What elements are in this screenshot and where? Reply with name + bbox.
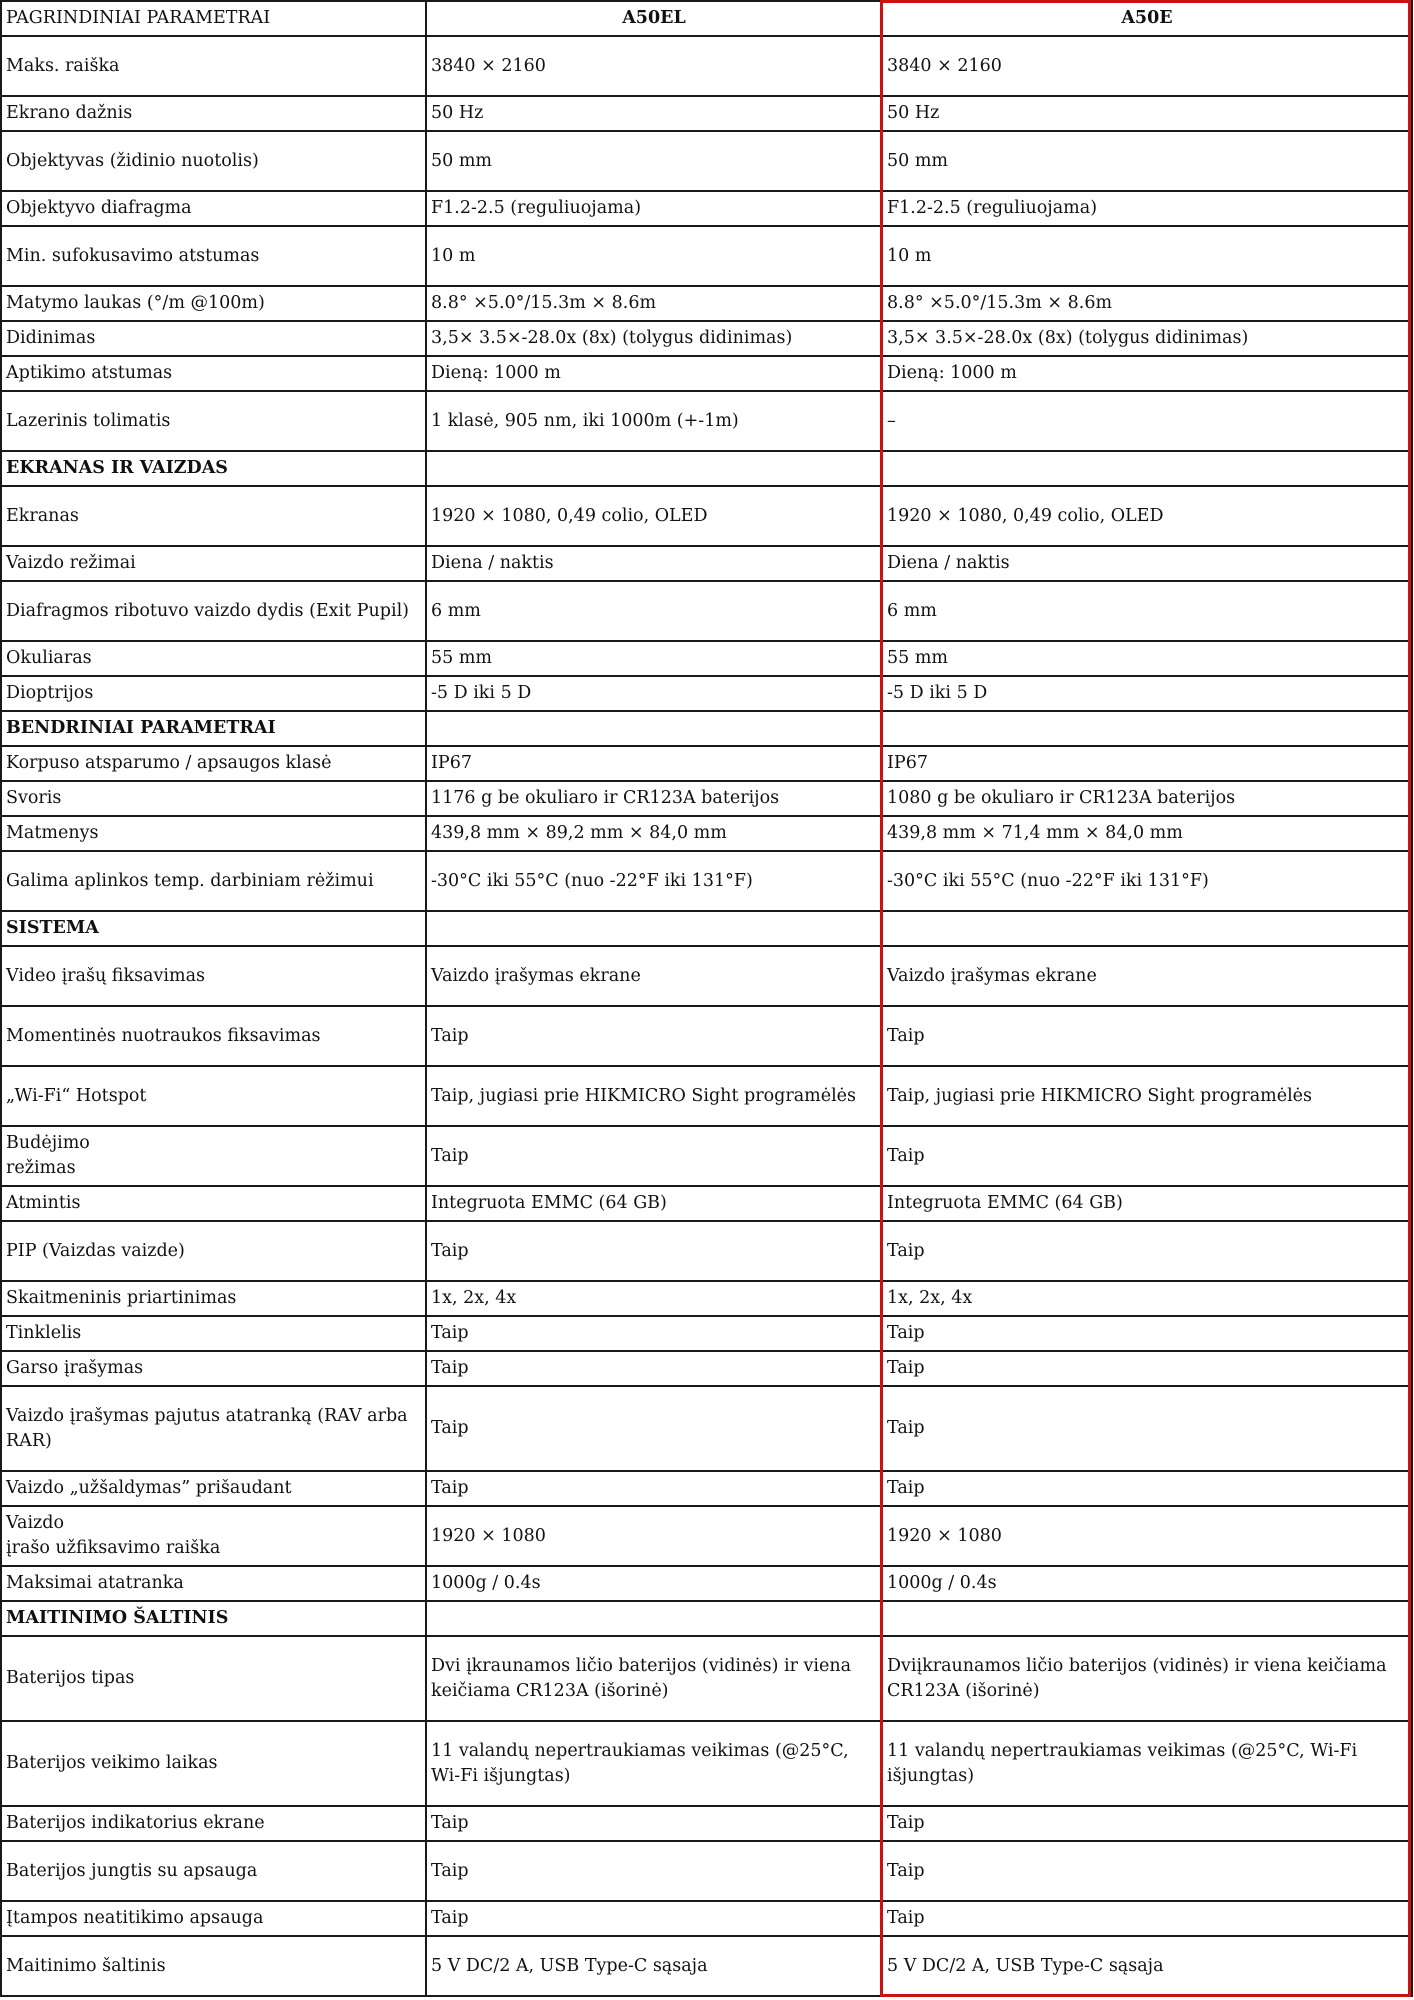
a50el-value: Taip [426, 1471, 882, 1506]
table-row [1, 1351, 1412, 1386]
table-row [1, 641, 1412, 676]
a50el-value: 439,8 mm × 89,2 mm × 84,0 mm [426, 816, 882, 851]
empty-cell [882, 451, 1412, 486]
a50e-value: 50 mm [882, 131, 1412, 191]
parameter-label: Okuliaras [1, 641, 426, 676]
table-row [1, 191, 1412, 226]
a50e-value: Taip [882, 1901, 1412, 1936]
a50e-value: 1920 × 1080 [882, 1506, 1412, 1566]
empty-cell [426, 1601, 882, 1636]
table-row [1, 131, 1412, 191]
table-row [1, 781, 1412, 816]
parameter-label: Įtampos neatitikimo apsauga [1, 1901, 426, 1936]
a50el-value: 10 m [426, 226, 882, 286]
table-row [1, 1901, 1412, 1936]
a50el-value: Taip, jugiasi prie HIKMICRO Sight programėlės [426, 1066, 882, 1126]
table-row [1, 486, 1412, 546]
table-row [1, 1386, 1412, 1471]
empty-cell [882, 911, 1412, 946]
section-row [1, 1601, 1412, 1636]
spec-table-body [1, 1, 1412, 1996]
section-row [1, 911, 1412, 946]
empty-cell [426, 911, 882, 946]
parameter-label: Aptikimo atstumas [1, 356, 426, 391]
table-row [1, 1006, 1412, 1066]
a50e-value: 55 mm [882, 641, 1412, 676]
a50e-value: 1080 g be okuliaro ir CR123A baterijos [882, 781, 1412, 816]
a50e-value: 1000g / 0.4s [882, 1566, 1412, 1601]
a50e-value: Taip, jugiasi prie HIKMICRO Sight programėlės [882, 1066, 1412, 1126]
parameter-label: Min. sufokusavimo atstumas [1, 226, 426, 286]
table-row [1, 391, 1412, 451]
table-row [1, 1316, 1412, 1351]
a50e-value: 5 V DC/2 A, USB Type-C sąsaja [882, 1936, 1412, 1996]
section-title: EKRANAS IR VAIZDAS [1, 451, 426, 486]
empty-cell [426, 451, 882, 486]
a50el-value: Diena / naktis [426, 546, 882, 581]
parameter-label: Galima aplinkos temp. darbiniam rėžimui [1, 851, 426, 911]
parameter-label: Skaitmeninis priartinimas [1, 1281, 426, 1316]
table-row [1, 676, 1412, 711]
a50e-value: Taip [882, 1351, 1412, 1386]
table-row [1, 1636, 1412, 1721]
a50el-value: 50 mm [426, 131, 882, 191]
table-row [1, 946, 1412, 1006]
table-row [1, 286, 1412, 321]
a50e-value: Diena / naktis [882, 546, 1412, 581]
table-row [1, 36, 1412, 96]
a50e-value: IP67 [882, 746, 1412, 781]
section-row [1, 451, 1412, 486]
a50e-value: 3,5× 3.5×-28.0x (8x) (tolygus didinimas) [882, 321, 1412, 356]
a50el-value: 1x, 2x, 4x [426, 1281, 882, 1316]
a50el-value: 3840 × 2160 [426, 36, 882, 96]
a50e-value: Taip [882, 1126, 1412, 1186]
table-row [1, 1506, 1412, 1566]
table-row [1, 356, 1412, 391]
a50el-value: Vaizdo įrašymas ekrane [426, 946, 882, 1006]
a50e-value: 11 valandų nepertraukiamas veikimas (@25°C, Wi-Fi išjungtas) [882, 1721, 1412, 1806]
parameter-label: Didinimas [1, 321, 426, 356]
a50e-value: Dviįkraunamos ličio baterijos (vidinės) ir viena keičiama CR123A (išorinė) [882, 1636, 1412, 1721]
parameter-label: Ekranas [1, 486, 426, 546]
a50el-value: Dvi įkraunamos ličio baterijos (vidinės) ir viena keičiama CR123A (išorinė) [426, 1636, 882, 1721]
parameter-label: Svoris [1, 781, 426, 816]
a50e-value: Taip [882, 1471, 1412, 1506]
a50e-value: Taip [882, 1806, 1412, 1841]
table-row [1, 746, 1412, 781]
table-header-row [1, 1, 1412, 36]
parameter-label: „Wi-Fi“ Hotspot [1, 1066, 426, 1126]
a50e-value: 439,8 mm × 71,4 mm × 84,0 mm [882, 816, 1412, 851]
a50el-value: Taip [426, 1806, 882, 1841]
a50e-value: -30°C iki 55°C (nuo -22°F iki 131°F) [882, 851, 1412, 911]
parameter-label: Dioptrijos [1, 676, 426, 711]
table-row [1, 96, 1412, 131]
a50el-value: Taip [426, 1221, 882, 1281]
parameter-label: Matymo laukas (°/m @100m) [1, 286, 426, 321]
parameter-label: Baterijos jungtis su apsauga [1, 1841, 426, 1901]
a50el-value: Taip [426, 1006, 882, 1066]
a50e-value: 10 m [882, 226, 1412, 286]
parameter-label: Tinklelis [1, 1316, 426, 1351]
a50el-value: 50 Hz [426, 96, 882, 131]
table-row [1, 226, 1412, 286]
table-row [1, 1221, 1412, 1281]
table-row [1, 1806, 1412, 1841]
a50e-value: – [882, 391, 1412, 451]
header-model-a50el: A50EL [426, 1, 882, 36]
parameter-label: Maks. raiška [1, 36, 426, 96]
empty-cell [426, 711, 882, 746]
parameter-label: Objektyvo diafragma [1, 191, 426, 226]
a50e-value: Integruota EMMC (64 GB) [882, 1186, 1412, 1221]
parameter-label: Lazerinis tolimatis [1, 391, 426, 451]
parameter-label: PIP (Vaizdas vaizde) [1, 1221, 426, 1281]
a50e-value: 1920 × 1080, 0,49 colio, OLED [882, 486, 1412, 546]
a50e-value: Vaizdo įrašymas ekrane [882, 946, 1412, 1006]
a50e-value: Dieną: 1000 m [882, 356, 1412, 391]
a50e-value: Taip [882, 1386, 1412, 1471]
section-row [1, 711, 1412, 746]
a50el-value: 1 klasė, 905 nm, iki 1000m (+-1m) [426, 391, 882, 451]
a50el-value: 3,5× 3.5×-28.0x (8x) (tolygus didinimas) [426, 321, 882, 356]
a50e-value: 8.8° ×5.0°/15.3m × 8.6m [882, 286, 1412, 321]
a50el-value: 8.8° ×5.0°/15.3m × 8.6m [426, 286, 882, 321]
empty-cell [882, 1601, 1412, 1636]
table-row [1, 321, 1412, 356]
a50el-value: Taip [426, 1901, 882, 1936]
header-model-a50e: A50E [882, 1, 1412, 36]
parameter-label: Korpuso atsparumo / apsaugos klasė [1, 746, 426, 781]
a50el-value: 1176 g be okuliaro ir CR123A baterijos [426, 781, 882, 816]
a50el-value: Integruota EMMC (64 GB) [426, 1186, 882, 1221]
a50el-value: -30°C iki 55°C (nuo -22°F iki 131°F) [426, 851, 882, 911]
a50el-value: Dieną: 1000 m [426, 356, 882, 391]
a50el-value: 1920 × 1080 [426, 1506, 882, 1566]
parameter-label: Garso įrašymas [1, 1351, 426, 1386]
parameter-label: Baterijos veikimo laikas [1, 1721, 426, 1806]
table-row [1, 581, 1412, 641]
a50el-value: 1000g / 0.4s [426, 1566, 882, 1601]
a50e-value: 1x, 2x, 4x [882, 1281, 1412, 1316]
a50el-value: F1.2-2.5 (reguliuojama) [426, 191, 882, 226]
a50e-value: 50 Hz [882, 96, 1412, 131]
parameter-label: Momentinės nuotraukos fiksavimas [1, 1006, 426, 1066]
parameter-label: Vaizdo „užšaldymas” prišaudant [1, 1471, 426, 1506]
table-row [1, 1841, 1412, 1901]
parameter-label: Diafragmos ribotuvo vaizdo dydis (Exit Pupil) [1, 581, 426, 641]
table-row [1, 1281, 1412, 1316]
a50e-value: Taip [882, 1841, 1412, 1901]
table-row [1, 1126, 1412, 1186]
empty-cell [882, 711, 1412, 746]
table-row [1, 1936, 1412, 1996]
table-row [1, 1066, 1412, 1126]
a50e-value: F1.2-2.5 (reguliuojama) [882, 191, 1412, 226]
a50el-value: IP67 [426, 746, 882, 781]
a50e-value: Taip [882, 1221, 1412, 1281]
parameter-label: Atmintis [1, 1186, 426, 1221]
parameter-label: Maitinimo šaltinis [1, 1936, 426, 1996]
section-title: SISTEMA [1, 911, 426, 946]
parameter-label: Ekrano dažnis [1, 96, 426, 131]
table-row [1, 546, 1412, 581]
table-row [1, 1566, 1412, 1601]
table-row [1, 1186, 1412, 1221]
a50el-value: Taip [426, 1316, 882, 1351]
a50e-value: -5 D iki 5 D [882, 676, 1412, 711]
a50el-value: 1920 × 1080, 0,49 colio, OLED [426, 486, 882, 546]
a50e-value: Taip [882, 1006, 1412, 1066]
a50el-value: Taip [426, 1386, 882, 1471]
a50el-value: -5 D iki 5 D [426, 676, 882, 711]
parameter-label: Budėjimo režimas [1, 1126, 426, 1186]
parameter-label: Vaizdo įrašo užfiksavimo raiška [1, 1506, 426, 1566]
a50el-value: Taip [426, 1126, 882, 1186]
a50el-value: 6 mm [426, 581, 882, 641]
a50el-value: Taip [426, 1841, 882, 1901]
header-parameters: PAGRINDINIAI PARAMETRAI [1, 1, 426, 36]
a50el-value: 5 V DC/2 A, USB Type-C sąsaja [426, 1936, 882, 1996]
a50el-value: 11 valandų nepertraukiamas veikimas (@25°C, Wi-Fi išjungtas) [426, 1721, 882, 1806]
table-row [1, 1721, 1412, 1806]
a50e-value: 3840 × 2160 [882, 36, 1412, 96]
section-title: MAITINIMO ŠALTINIS [1, 1601, 426, 1636]
a50el-value: 55 mm [426, 641, 882, 676]
parameter-label: Objektyvas (židinio nuotolis) [1, 131, 426, 191]
parameter-label: Vaizdo įrašymas pajutus atatranką (RAV arba RAR) [1, 1386, 426, 1471]
parameter-label: Video įrašų fiksavimas [1, 946, 426, 1006]
table-row [1, 816, 1412, 851]
parameter-label: Maksimai atatranka [1, 1566, 426, 1601]
parameter-label: Matmenys [1, 816, 426, 851]
table-row [1, 1471, 1412, 1506]
table-row [1, 851, 1412, 911]
section-title: BENDRINIAI PARAMETRAI [1, 711, 426, 746]
a50e-value: 6 mm [882, 581, 1412, 641]
parameter-label: Vaizdo režimai [1, 546, 426, 581]
a50el-value: Taip [426, 1351, 882, 1386]
parameter-label: Baterijos indikatorius ekrane [1, 1806, 426, 1841]
parameter-label: Baterijos tipas [1, 1636, 426, 1721]
a50e-value: Taip [882, 1316, 1412, 1351]
